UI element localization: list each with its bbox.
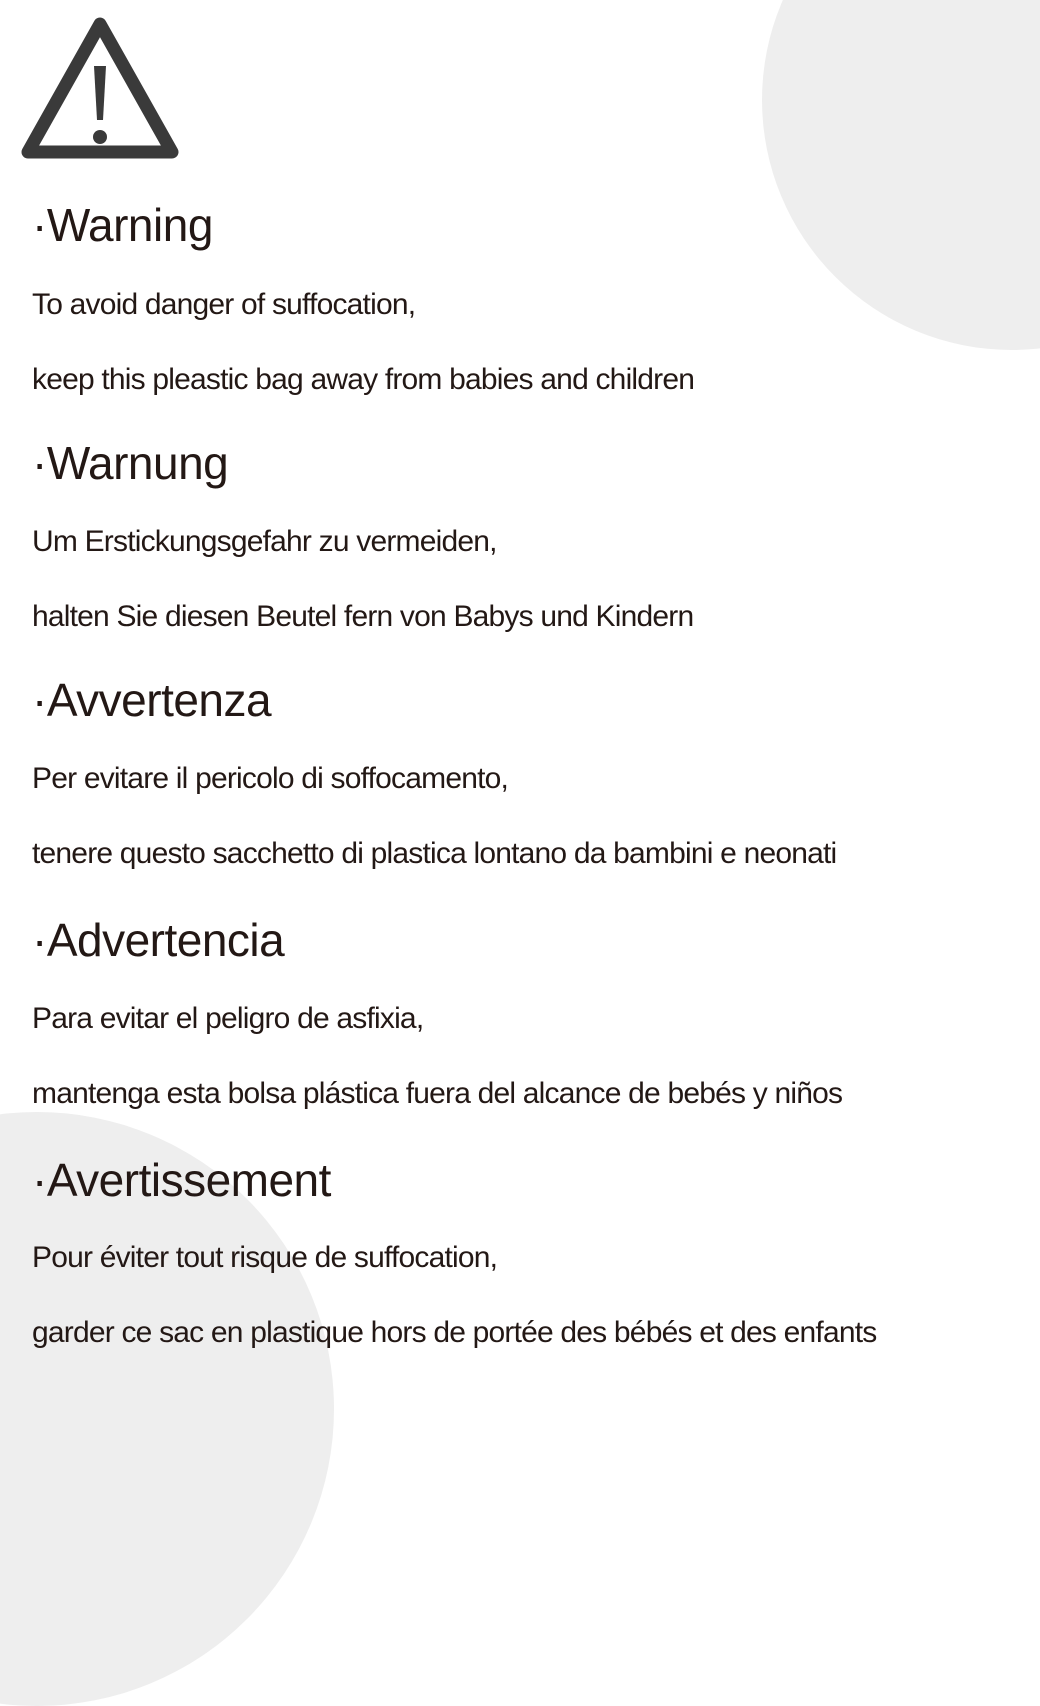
section-line-english-2: keep this pleastic bag away from babies and children <box>32 363 695 396</box>
section-line-spanish-1: Para evitar el peligro de asfixia, <box>32 1002 424 1035</box>
section-heading-italian: ·Avvertenza <box>32 674 272 726</box>
section-line-english-1: To avoid danger of suffocation, <box>32 288 416 321</box>
section-line-german-1: Um Erstickungsgefahr zu vermeiden, <box>32 525 497 558</box>
section-heading-spanish: ·Advertencia <box>32 914 285 966</box>
section-line-french-1: Pour éviter tout risque de suffocation, <box>32 1241 498 1274</box>
section-line-french-2: garder ce sac en plastique hors de portée des bébés et des enfants <box>32 1316 877 1349</box>
section-heading-french: ·Avertissement <box>32 1154 331 1206</box>
section-line-italian-2: tenere questo sacchetto di plastica lontano da bambini e neonati <box>32 837 837 870</box>
section-heading-german: ·Warnung <box>32 437 229 489</box>
section-line-german-2: halten Sie diesen Beutel fern von Babys und Kindern <box>32 600 694 633</box>
decor-circle-top-right <box>762 0 1040 350</box>
warning-triangle-icon <box>18 14 182 162</box>
section-line-spanish-2: mantenga esta bolsa plástica fuera del alcance de bebés y niños <box>32 1077 843 1110</box>
section-line-italian-1: Per evitare il pericolo di soffocamento, <box>32 762 509 795</box>
section-heading-english: ·Warning <box>32 199 213 251</box>
